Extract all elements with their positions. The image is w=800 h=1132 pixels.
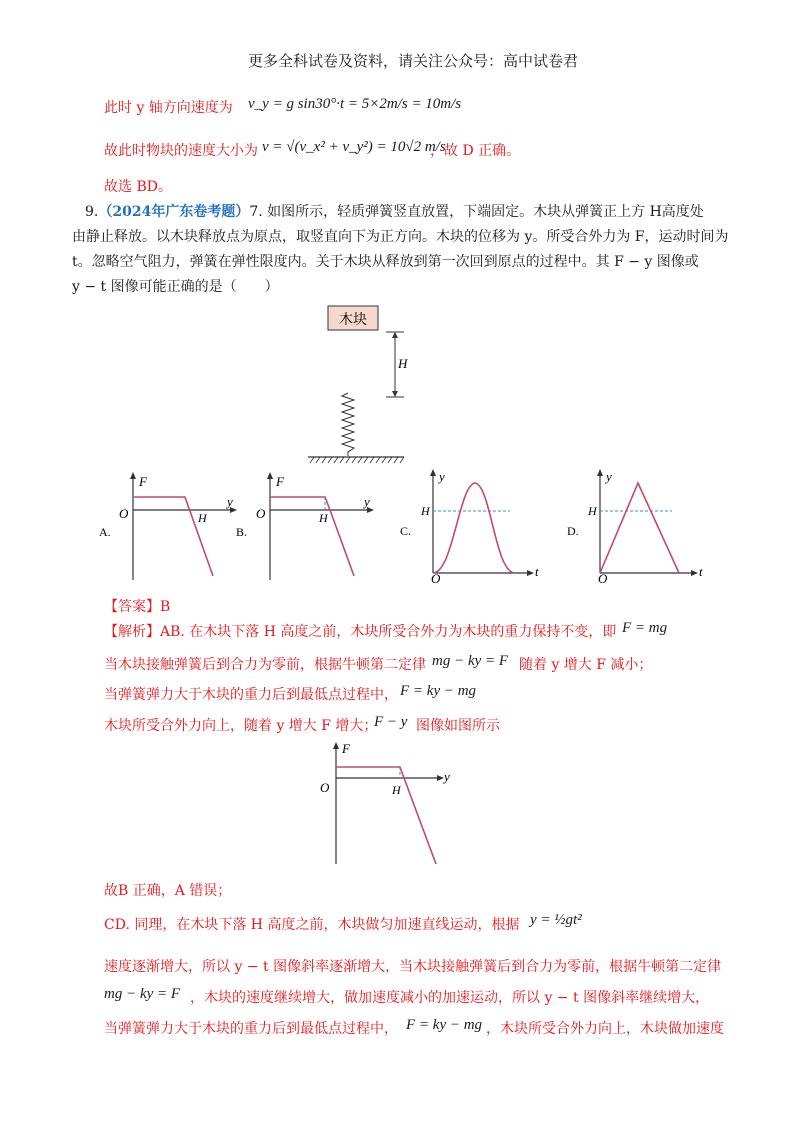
analysis-graph-xlabel: y (444, 769, 450, 784)
question-source: （2024年广东卷考题） (98, 204, 250, 220)
analysis-line-1-text: 【解析】AB. 在木块下落 H 高度之前，木块所受合外力为木块的重力保持不变，即 (104, 624, 617, 640)
analysis-line-2-tail: 随着 y 增大 F 减小； (519, 657, 653, 673)
option-a-ylabel: F (139, 474, 147, 489)
analysis-line-3-formula: F = ky − mg (400, 683, 477, 699)
option-b-ylabel: F (276, 474, 284, 489)
option-b-y-arrow (267, 472, 273, 479)
analysis-graph-origin: O (320, 780, 330, 795)
analysis-line-7: 速度逐渐增大，所以 y − t 图像斜率逐渐增大，当木块接触弹簧后到合力为零前，根据牛顿第二定律 (104, 959, 722, 975)
option-a-mark: H (198, 511, 207, 525)
option-d-mark: H (588, 504, 597, 518)
option-a-y-arrow (130, 472, 136, 479)
analysis-line-3-text: 当弹簧弹力大于木块的重力后到最低点过程中， (104, 687, 398, 703)
height-arrow-down-head (392, 391, 398, 397)
question-line-4: y − t 图像可能正确的是（ ） (72, 279, 279, 295)
prev-line-1-formula: v_y = g sin30°·t = 5×2m/s = 10m/s (248, 96, 462, 112)
option-a-graph (95, 470, 248, 585)
option-d-y-arrow (597, 469, 603, 476)
option-c-curve (433, 483, 515, 573)
option-a-curve (133, 497, 213, 576)
analysis-line-5: 故B 正确，A 错误； (104, 883, 232, 899)
question-line-1: 7. 如图所示，轻质弹簧竖直放置，下端固定。木块从弹簧正上方 H高度处 (249, 204, 704, 220)
prev-line-2-text: 故此时物块的速度大小为 (104, 143, 258, 159)
spring (342, 393, 354, 456)
height-arrow-up-head (392, 332, 398, 338)
option-d-curve (600, 483, 679, 573)
option-b-curve (270, 497, 354, 576)
analysis-line-4-tail: 图像如图所示 (416, 718, 500, 734)
option-a-xlabel: y (227, 494, 233, 509)
prev-line-2-formula: v = √(v_x² + v_y²) = 10√2 m/s (262, 139, 446, 155)
option-d-xlabel: t (699, 564, 703, 579)
block-spring-figure (300, 300, 420, 465)
analysis-graph (312, 738, 462, 868)
option-c-x-arrow (527, 570, 534, 576)
option-d-x-arrow (691, 570, 698, 576)
option-c-y-arrow (430, 469, 436, 476)
option-b-graph (232, 470, 382, 585)
analysis-line-1-formula: F = mg (622, 620, 668, 636)
option-c-xlabel: t (535, 564, 539, 579)
option-d-graph (562, 465, 717, 585)
analysis-line-9-text: 当弹簧弹力大于木块的重力后到最低点过程中， (104, 1021, 398, 1037)
analysis-graph-mark: H (392, 783, 401, 797)
page-header: 更多全科试卷及资料，请关注公众号：高中试卷君 (248, 52, 579, 70)
option-d-origin: O (598, 571, 608, 585)
option-c-mark: H (421, 504, 430, 518)
question-number: 9. (85, 204, 99, 220)
analysis-graph-ylabel: F (342, 741, 350, 756)
analysis-line-2-formula: mg − ky = F (432, 653, 509, 669)
ground-hatching (310, 457, 404, 463)
analysis-graph-y-arrow (333, 742, 339, 749)
option-d-ylabel: y (606, 469, 612, 484)
analysis-graph-curve (336, 767, 436, 864)
question-line-2: 由静止释放。以木块释放点为原点，取竖直向下为正方向。木块的位移为 y。所受合外力为 F，运动时间为 (72, 229, 729, 245)
option-c-ylabel: y (439, 469, 445, 484)
analysis-line-6-formula: y = ½gt² (530, 912, 582, 928)
analysis-line-9-tail: ，木块所受合外力向上，木块做加速度 (486, 1021, 724, 1037)
analysis-graph-x-arrow (437, 775, 444, 781)
analysis-line-8-tail: ，木块的速度继续增大，做加速度减小的加速运动，所以 y − t 图像斜率继续增大， (190, 990, 710, 1006)
height-label: H (398, 356, 408, 371)
option-c-graph (395, 465, 550, 585)
option-a-origin: O (119, 506, 129, 521)
prev-line-3: 故选 BD。 (104, 179, 172, 195)
option-b-xlabel: y (364, 494, 370, 509)
option-a-label: A. (99, 525, 111, 539)
analysis-line-8-formula: mg − ky = F (104, 986, 181, 1002)
analysis-line-9-formula: F = ky − mg (406, 1017, 483, 1033)
option-b-origin: O (256, 506, 266, 521)
analysis-line-2-text: 当木块接触弹簧后到合力为零前，根据牛顿第二定律 (104, 657, 426, 673)
prev-line-2-tail: ，故 D 正确。 (430, 143, 521, 159)
question-line-3: t。忽略空气阻力，弹簧在弹性限度内。关于木块从释放到第一次回到原点的过程中。其 F − y 图像或 (72, 254, 699, 270)
option-c-origin: O (431, 571, 441, 585)
option-c-label: C. (400, 524, 412, 538)
analysis-line-6-text: CD. 同理，在木块下落 H 高度之前，木块做匀加速直线运动，根据 (104, 917, 520, 933)
option-d-label: D. (567, 524, 579, 538)
analysis-line-4-text: 木块所受合外力向上，随着 y 增大 F 增大； (104, 718, 378, 734)
prev-line-1-text: 此时 y 轴方向速度为 (104, 100, 233, 116)
option-b-mark: H (319, 511, 328, 525)
analysis-line-4-formula: F − y (374, 714, 408, 730)
block-label: 木块 (339, 313, 367, 328)
option-b-label: B. (236, 525, 248, 539)
answer-line: 【答案】B (104, 599, 171, 615)
question-stem-line-1 (85, 201, 704, 221)
